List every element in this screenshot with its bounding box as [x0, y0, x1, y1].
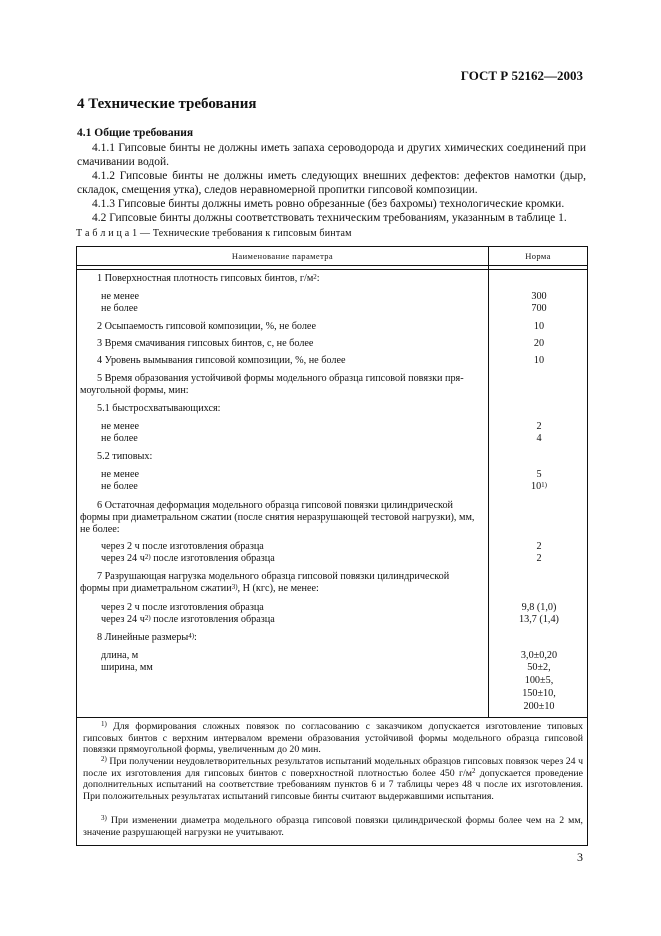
column-header-norm: Норма [525, 251, 551, 261]
row-8b-value-1: 50±2, [527, 662, 551, 673]
row-7b-label: через 24 $ч^{2)}$ после изготовления образца [101, 614, 275, 625]
row-6b-label: через 24 $ч^{2)}$ после изготовления образца [101, 553, 275, 564]
row-8a-value: 3,0±0,20 [520, 650, 558, 661]
row-5-1b-label: не более [101, 433, 138, 444]
section-title: 4 Технические требования [77, 96, 257, 112]
row-5-2a-label: не менее [101, 469, 139, 480]
row-5-2-label: 5.2 типовых: [97, 451, 153, 462]
page-number: 3 [577, 850, 583, 864]
row-5-1a-label: не менее [101, 421, 139, 432]
row-7a-label: через 2 ч после изготовления образца [101, 602, 264, 613]
subsection-title: 4.1 Общие требования [77, 127, 194, 139]
row-1a-value: 300 [531, 291, 547, 302]
row-6-label-line2: формы при диаметральном сжатии (после снятия неразрушающей тестовой нагрузки), мм, [80, 512, 475, 523]
row-5-1a-value: 2 [536, 421, 542, 432]
row-5-1-label: 5.1 быстросхватывающихся: [97, 403, 221, 414]
row-1a-label: не менее [101, 291, 139, 302]
row-8-label: 8 Линейные размеры$^{4)}$: [97, 632, 197, 643]
row-2-label: 2 Осыпаемость гипсовой композиции, %, не более [97, 321, 316, 332]
document-code: ГОСТ Р 52162—2003 [460, 68, 583, 83]
row-8b-value-3: 150±10, [522, 688, 556, 699]
row-5-2a-value: 5 [536, 469, 542, 480]
row-6b-value: 2 [536, 553, 542, 564]
row-5-2b-value: 10$^{1)}$ [530, 481, 548, 492]
row-6-label-line1: 6 Остаточная деформация модельного образца гипсовой повязки цилиндрической [97, 500, 453, 511]
row-5-label-line2: моугольной формы, мин: [80, 385, 189, 396]
row-7-label-line1: 7 Разрушающая нагрузка модельного образца гипсовой повязки цилиндрической [97, 571, 450, 582]
row-2-value: 10 [533, 321, 545, 332]
row-8b-value-2: 100±5, [524, 675, 554, 686]
table-caption: Т а б л и ц а 1 — Технические требования к гипсовым бинтам [76, 228, 352, 239]
row-3-label: 3 Время смачивания гипсовых бинтов, с, не более [97, 338, 314, 349]
paragraph-4-1-3: 4.1.3 Гипсовые бинты должны иметь ровно обрезанные (без бахромы) технологические кромки. [92, 198, 565, 210]
row-4-label: 4 Уровень вымывания гипсовой композиции, %, не более [97, 355, 346, 366]
row-5-1b-value: 4 [536, 433, 542, 444]
paragraph-4-2: 4.2 Гипсовые бинты должны соответствовать техническим требованиям, указанным в таблице 1. [92, 212, 567, 224]
paragraph-4-1-2: 4.1.2 Гипсовые бинты не должны иметь следующих внешних дефектов: дефектов намотки (дыр, складок, смещения утка), следов неравномерной пропитки гипсовой композиции. [77, 170, 586, 196]
row-5-2b-label: не более [101, 481, 138, 492]
footnote-2: $^{2)}$ При получении неудовлетворительных результатов испытаний модельных образцов гипсовых повязок через 24 ч после их изготовления для гипсовых бинтов с поверхностной плотностью более 450 $г/м^2$ допускается проведение дополнительных испытаний на соответствие требованиям пунктов 6 и 7 таблицы через 48 ч после их изготовления. При положительных результатах испытаний гипсовые бинты считают выдержавшими испытания. [83, 755, 583, 802]
row-8a-label: длина, м [101, 650, 139, 661]
row-6a-label: через 2 ч после изготовления образца [101, 541, 264, 552]
row-1b-label: не более [101, 303, 138, 314]
footnote-1: $^{1)}$ Для формирования сложных повязок по согласованию с заказчиком допускается изготовление типовых гипсовых бинтов с верхним интервалом времени образования устойчивой формы модельного образца гипсовой повязки прямоугольной формы, увеличенным до 20 мин. [83, 720, 583, 756]
row-8b-value-4: 200±10 [523, 701, 555, 712]
row-7a-value: 9,8 (1,0) [521, 602, 557, 613]
paragraph-4-1-1: 4.1.1 Гипсовые бинты не должны иметь запаха сероводорода и других химических соединений при смачивании водой. [77, 142, 586, 168]
row-8b-label: ширина, мм [101, 662, 153, 673]
row-5-label-line1: 5 Время образования устойчивой формы модельного образца гипсовой повязки пря- [97, 373, 464, 384]
column-header-parameter: Наименование параметра [231, 251, 334, 261]
row-1-label: 1 Поверхностная плотность гипсовых бинтов, $г/м^2$: [97, 273, 320, 284]
row-7-label-line2: формы при диаметральном сжатии$^{3)}$, Н (кгс), не менее: [80, 583, 319, 594]
row-1b-value: 700 [531, 303, 547, 314]
row-6-label-line3: не более: [80, 524, 120, 535]
row-4-value: 10 [533, 355, 545, 366]
footnote-3: $^{3)}$ При изменении диаметра модельного образца гипсовой повязки цилиндрической формы более чем на 2 мм, значение разрушающей нагрузки не учитывают. [83, 814, 583, 838]
requirements-table [76, 246, 588, 846]
row-3-value: 20 [533, 338, 545, 349]
row-7b-value: 13,7 (1,4) [519, 614, 559, 625]
row-6a-value: 2 [536, 541, 542, 552]
